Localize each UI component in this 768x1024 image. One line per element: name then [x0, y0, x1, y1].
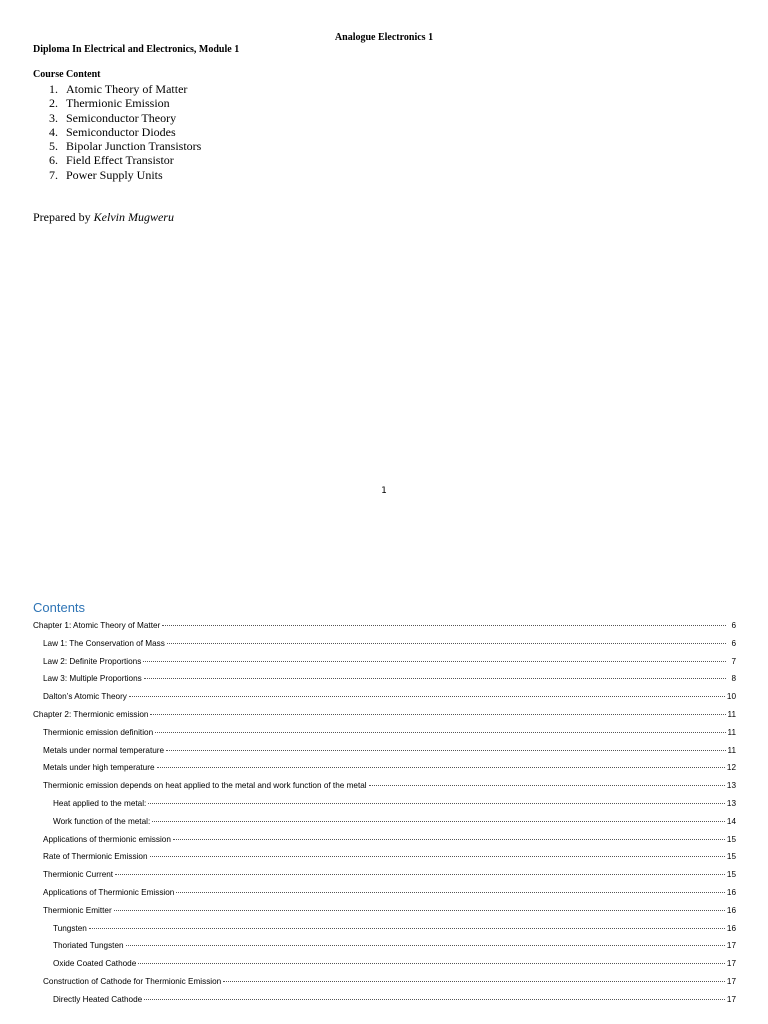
page-number: 1 — [381, 486, 387, 496]
toc-entry-title: Thermionic Current — [43, 870, 114, 880]
toc-entry-page: 11 — [727, 709, 736, 719]
toc-dot-leader — [176, 892, 725, 893]
toc-entry[interactable] — [33, 991, 736, 1009]
toc-entry[interactable] — [33, 777, 736, 795]
toc-dot-leader — [167, 643, 726, 644]
toc-entry[interactable] — [33, 759, 736, 777]
document-subtitle: Diploma In Electrical and Electronics, Module 1 — [33, 44, 240, 55]
prepared-by-prefix: Prepared by — [33, 210, 94, 224]
toc-entry-title: Chapter 1: Atomic Theory of Matter — [33, 621, 161, 630]
toc-dot-leader — [155, 732, 725, 733]
toc-entry-title: Law 3: Multiple Proportions — [43, 674, 142, 684]
list-item — [49, 111, 201, 125]
toc-entry-title: Thoriated Tungsten — [53, 941, 124, 951]
toc-entry-title: Directly Heated Cathode — [53, 994, 143, 1004]
toc-entry-title: Tungsten — [53, 923, 87, 933]
toc-entry[interactable] — [33, 688, 736, 706]
toc-entry-title: Heat applied to the metal: — [53, 798, 147, 808]
toc-entry-page: 13 — [726, 781, 736, 791]
toc-entry-page: 15 — [726, 852, 736, 862]
toc-entry-page: 11 — [727, 745, 736, 755]
toc-entry-page: 16 — [726, 923, 736, 933]
toc-entry[interactable] — [33, 617, 736, 635]
toc-entry-title: Thermionic emission depends on heat applied to the metal and work function of the metal — [43, 781, 367, 791]
list-item-label: Semiconductor Theory — [66, 110, 177, 125]
list-item-label: Bipolar Junction Transistors — [66, 139, 202, 154]
toc-dot-leader — [126, 945, 725, 946]
toc-entry-page: 8 — [731, 674, 736, 684]
toc-entry-title: Work function of the metal: — [53, 816, 151, 826]
list-number: 6. — [49, 153, 58, 168]
list-number: 1. — [49, 82, 58, 96]
toc-entry[interactable] — [33, 635, 736, 653]
toc-entry[interactable] — [33, 937, 736, 955]
list-item — [49, 139, 201, 153]
toc-entry-title: Construction of Cathode for Thermionic Emission — [43, 976, 222, 986]
toc-entry[interactable] — [33, 884, 736, 902]
toc-entry[interactable] — [33, 831, 736, 849]
toc-dot-leader — [144, 678, 726, 679]
toc-entry-title: Thermionic emission definition — [43, 727, 154, 737]
list-item-label: Semiconductor Diodes — [66, 124, 176, 139]
toc-entry-title: Metals under normal temperature — [43, 745, 165, 755]
toc-entry-page: 11 — [727, 727, 736, 737]
toc-entry-page: 6 — [731, 638, 736, 648]
toc-entry-page: 17 — [726, 941, 736, 951]
toc-entry-page: 14 — [726, 816, 736, 826]
toc-entry[interactable] — [33, 973, 736, 991]
toc-entry[interactable] — [33, 653, 736, 671]
toc-entry-title: Law 1: The Conservation of Mass — [43, 638, 165, 648]
list-number: 4. — [49, 124, 58, 139]
toc-entry[interactable] — [33, 706, 736, 724]
toc-dot-leader — [152, 821, 725, 822]
toc-dot-leader — [166, 750, 725, 751]
toc-entry-page: 17 — [726, 976, 736, 986]
toc-dot-leader — [173, 839, 725, 840]
toc-entry-page: 10 — [726, 692, 736, 702]
toc-dot-leader — [114, 910, 725, 911]
toc-entry[interactable] — [33, 848, 736, 866]
toc-dot-leader — [89, 928, 725, 929]
contents-title: Contents — [33, 600, 86, 615]
toc-dot-leader — [148, 803, 725, 804]
toc-dot-leader — [150, 714, 725, 715]
toc-entry[interactable] — [33, 902, 736, 920]
list-number: 3. — [49, 110, 58, 125]
list-item — [49, 96, 201, 110]
toc-entry-title: Law 2: Definite Proportions — [43, 656, 142, 666]
toc-entry[interactable] — [33, 866, 736, 884]
toc-dot-leader — [144, 999, 725, 1000]
toc-entry[interactable] — [33, 742, 736, 760]
toc-entry-page: 13 — [726, 798, 736, 808]
toc-dot-leader — [223, 981, 725, 982]
list-item-label: Power Supply Units — [66, 167, 163, 182]
toc-entry-page: 12 — [726, 763, 736, 773]
toc-entry-page: 15 — [726, 834, 736, 844]
toc-entry[interactable] — [33, 955, 736, 973]
prepared-by-line — [33, 210, 174, 225]
table-of-contents — [33, 617, 736, 1009]
list-number: 2. — [49, 96, 58, 111]
document-header-title: Analogue Electronics 1 — [334, 32, 434, 43]
toc-entry[interactable] — [33, 724, 736, 742]
toc-entry-title: Dalton’s Atomic Theory — [43, 692, 127, 702]
course-content-heading: Course Content — [33, 69, 101, 80]
toc-dot-leader — [162, 625, 726, 626]
list-item-label: Thermionic Emission — [66, 96, 170, 111]
toc-entry[interactable] — [33, 795, 736, 813]
toc-entry-title: Chapter 2: Thermionic emission — [33, 709, 149, 719]
list-number: 7. — [49, 167, 58, 182]
toc-entry-title: Metals under high temperature — [43, 763, 155, 773]
toc-entry[interactable] — [33, 670, 736, 688]
toc-entry-title: Thermionic Emitter — [43, 905, 112, 915]
toc-entry[interactable] — [33, 813, 736, 831]
list-item — [49, 82, 201, 96]
toc-entry-page: 15 — [726, 870, 736, 880]
list-item — [49, 153, 201, 167]
toc-entry-page: 7 — [731, 656, 736, 666]
toc-entry-title: Rate of Thermionic Emission — [43, 852, 148, 862]
toc-entry-page: 17 — [726, 994, 736, 1004]
toc-entry-page: 6 — [731, 621, 736, 630]
toc-entry-page: 16 — [726, 905, 736, 915]
toc-entry-title: Applications of thermionic emission — [43, 834, 171, 844]
course-content-list — [49, 82, 201, 182]
list-item-label: Atomic Theory of Matter — [66, 82, 188, 96]
toc-dot-leader — [115, 874, 725, 875]
toc-dot-leader — [129, 696, 725, 697]
toc-dot-leader — [150, 856, 725, 857]
list-number: 5. — [49, 139, 58, 154]
toc-dot-leader — [157, 767, 725, 768]
list-item — [49, 125, 201, 139]
author-name: Kelvin Mugweru — [93, 210, 174, 224]
list-item-label: Field Effect Transistor — [66, 153, 174, 168]
list-item — [49, 168, 201, 182]
toc-dot-leader — [369, 785, 725, 786]
toc-entry-page: 17 — [726, 959, 736, 969]
toc-entry-title: Applications of Thermionic Emission — [43, 887, 175, 897]
toc-dot-leader — [143, 661, 726, 662]
toc-entry-page: 16 — [726, 887, 736, 897]
toc-entry[interactable] — [33, 920, 736, 938]
toc-entry-title: Oxide Coated Cathode — [53, 959, 137, 969]
toc-dot-leader — [138, 963, 725, 964]
